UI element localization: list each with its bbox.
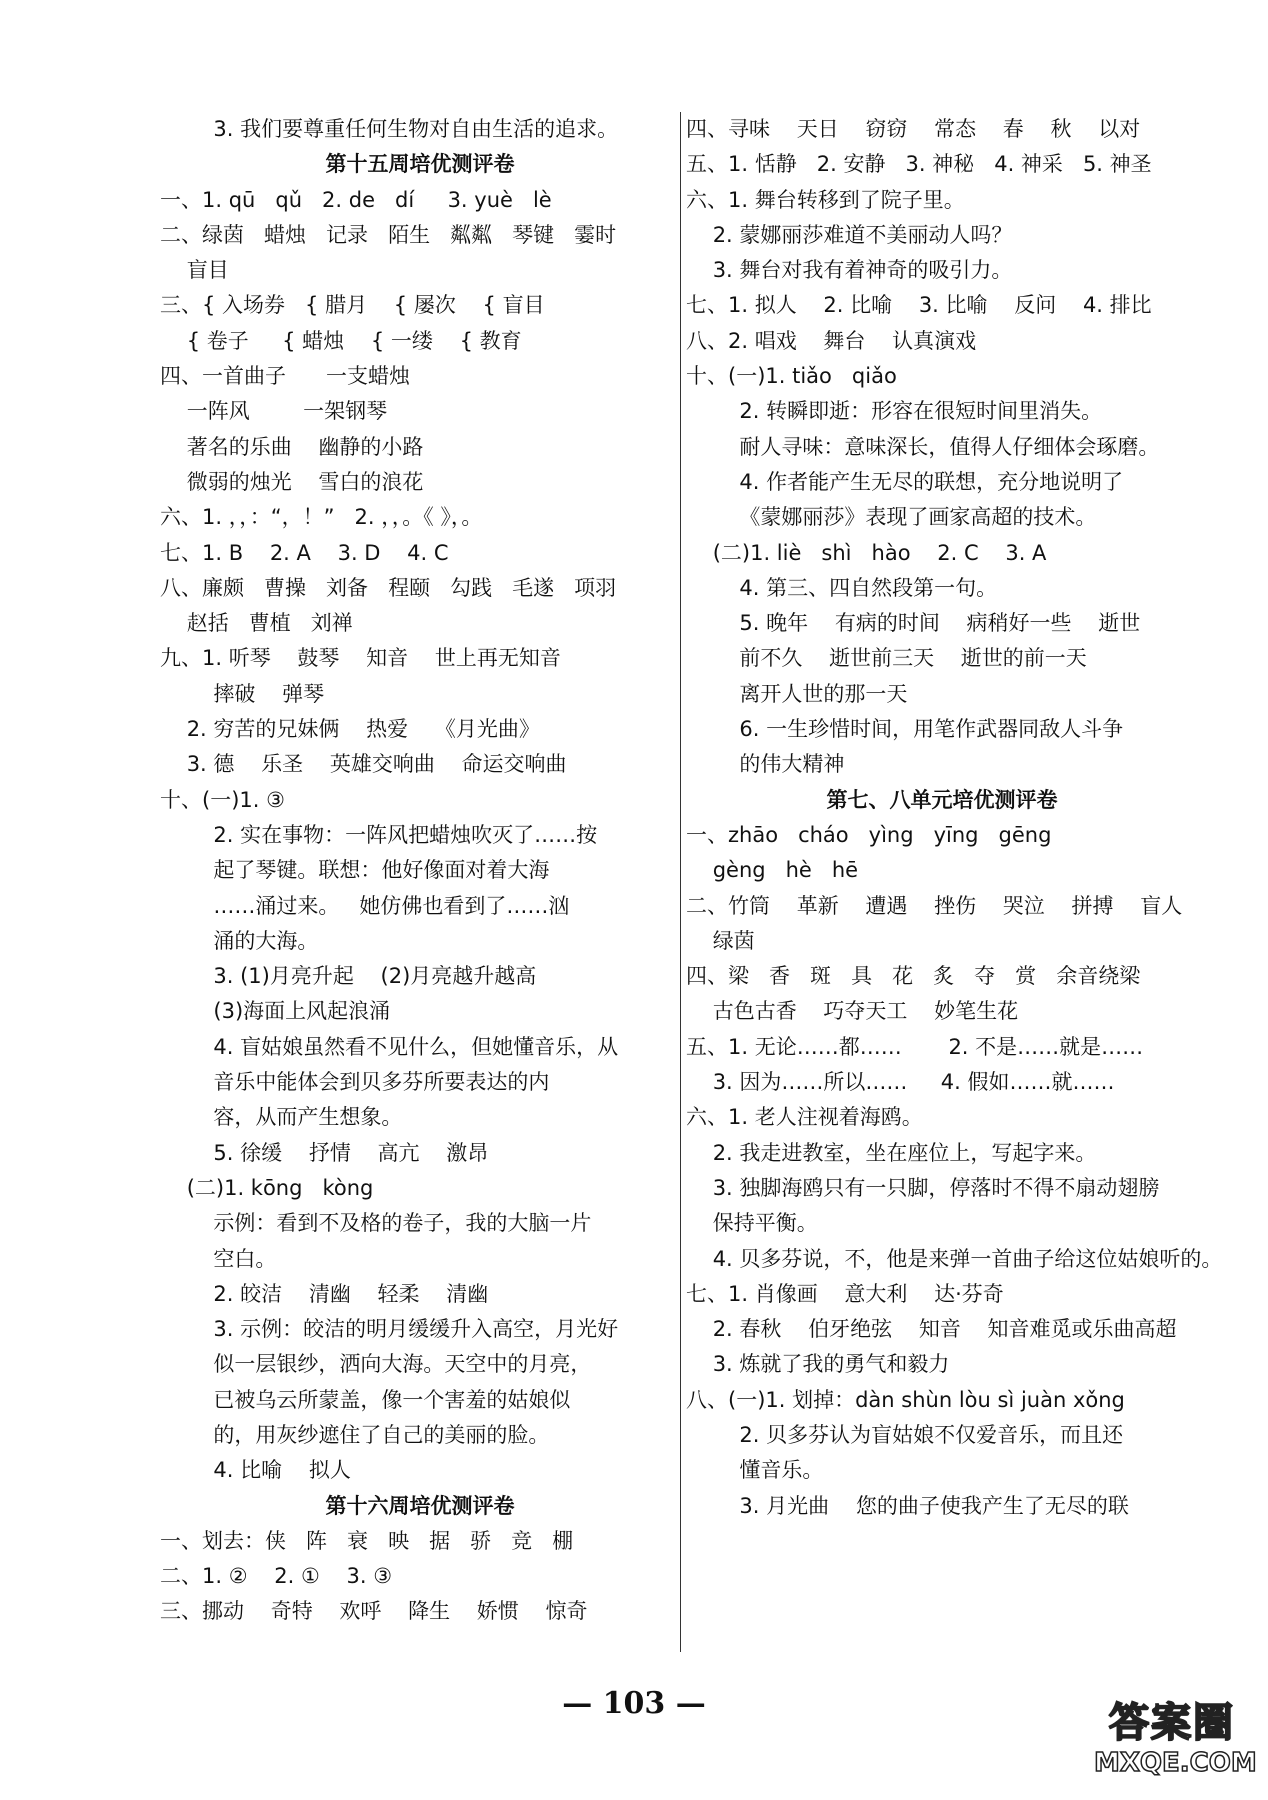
right-column-line: 3. 因为……所以…… 4. 假如……就…… [686, 1070, 1115, 1095]
right-column-line: 六、1. 舞台转移到了院子里。 [686, 187, 965, 212]
right-column-line: 2. 春秋 伯牙绝弦 知音 知音难觅或乐曲高超 [686, 1317, 1177, 1342]
section-title: 第十六周培优测评卷 [325, 1493, 515, 1518]
right-column-line: 懂音乐。 [686, 1458, 824, 1483]
left-column-line: 二、绿茵 蜡烛 记录 陌生 粼粼 琴键 霎时 [160, 222, 617, 247]
left-column-line: 七、1. B 2. A 3. D 4. C [160, 540, 449, 565]
watermark-title: 答案圈 [1109, 1700, 1235, 1746]
right-column-line: 3. 月光曲 您的曲子使我产生了无尽的联 [686, 1493, 1129, 1518]
right-column-line: 古色古香 巧夺天工 妙笔生花 [686, 999, 1019, 1024]
left-column-line: 3. (1)月亮升起 (2)月亮越升越高 [160, 964, 537, 989]
right-column-line: 五、1. 无论……都…… 2. 不是……就是…… [686, 1034, 1144, 1059]
right-column-line: 4. 贝多芬说，不，他是来弹一首曲子给这位姑娘听的。 [686, 1246, 1223, 1271]
right-column-line: 3. 炼就了我的勇气和毅力 [686, 1352, 950, 1377]
left-column-line: 4. 盲姑娘虽然看不见什么，但她懂音乐，从 [160, 1034, 619, 1059]
left-column-line: 一阵风 一架钢琴 [160, 399, 388, 424]
right-column-line: 2. 转瞬即逝：形容在很短时间里消失。 [686, 399, 1103, 424]
left-column-line: 2. 皎洁 清幽 轻柔 清幽 [160, 1281, 489, 1306]
right-column-line: 3. 舞台对我有着神奇的吸引力。 [686, 258, 1013, 283]
watermark-domain: MXQE.COM [1094, 1748, 1257, 1778]
left-column-line: 容，从而产生想象。 [160, 1105, 403, 1130]
left-column-line: 著名的乐曲 幽静的小路 [160, 434, 424, 459]
left-column-line: 似一层银纱，洒向大海。天空中的月亮， [160, 1352, 592, 1377]
left-column-line: 示例：看到不及格的卷子，我的大脑一片 [160, 1211, 592, 1236]
right-column-line: 七、1. 拟人 2. 比喻 3. 比喻 反问 4. 排比 [686, 293, 1152, 318]
right-column-line: 四、梁 香 斑 具 花 炙 夺 赏 余音绕梁 [686, 964, 1141, 989]
right-column-line: 2. 贝多芬认为盲姑娘不仅爱音乐，而且还 [686, 1422, 1124, 1447]
left-column-line: 微弱的烛光 雪白的浪花 [160, 469, 424, 494]
right-column-line: 八、2. 唱戏 舞台 认真演戏 [686, 328, 977, 353]
left-column-line: { 卷子 { 蜡烛 { 一缕 { 教育 [160, 328, 522, 353]
left-column-line: 空白。 [160, 1246, 277, 1271]
left-column-line: 4. 比喻 拟人 [160, 1458, 351, 1483]
right-column-line: 2. 我走进教室，坐在座位上，写起字来。 [686, 1140, 1097, 1165]
right-column-line: 十、(一)1. tiǎo qiǎo [686, 364, 897, 389]
right-column-line: gèng hè hē [686, 858, 859, 883]
left-column-line: (3)海面上风起浪涌 [160, 999, 391, 1024]
right-column-line: 4. 第三、四自然段第一句。 [686, 575, 998, 600]
left-column-line: 三、{ 入场券 { 腊月 { 屡次 { 盲目 [160, 293, 545, 318]
left-column-line: (二)1. kōng kòng [160, 1175, 374, 1200]
right-column-line: 6. 一生珍惜时间，用笔作武器同敌人斗争 [686, 717, 1124, 742]
left-column-line: 三、挪动 奇特 欢呼 降生 娇惯 惊奇 [160, 1599, 588, 1624]
left-column-line: 赵括 曹植 刘禅 [160, 611, 353, 636]
left-column-line: 盲目 [160, 258, 229, 283]
left-column-line: 六、1. ，，：“，！” 2. ，，。《 》，。 [160, 505, 483, 530]
right-column-line: 二、竹筒 革新 遭遇 挫伤 哭泣 拼搏 盲人 [686, 893, 1183, 918]
left-column-line: 3. 我们要尊重任何生物对自由生活的追求。 [160, 117, 619, 141]
left-column-line: 十、(一)1. ③ [160, 787, 285, 812]
right-column-line: 《蒙娜丽莎》表现了画家高超的技术。 [686, 505, 1097, 530]
right-column [686, 112, 1223, 1524]
watermark-logo [1094, 1698, 1257, 1786]
section-title: 第十五周培优测评卷 [325, 152, 515, 177]
right-column-line: 四、寻味 天日 窃窃 常态 春 秋 以对 [686, 117, 1141, 141]
left-column-line: 四、一首曲子 一支蜡烛 [160, 364, 411, 389]
left-column-line: 3. 示例：皎洁的明月缓缓升入高空，月光好 [160, 1317, 619, 1342]
right-column-line: 的伟大精神 [686, 752, 845, 777]
left-column-line: 5. 徐缓 抒情 高亢 激昂 [160, 1140, 489, 1165]
left-column-line: 2. 实在事物：一阵风把蜡烛吹灭了……按 [160, 822, 598, 847]
left-column-line: 3. 德 乐圣 英雄交响曲 命运交响曲 [160, 752, 567, 777]
left-column-line: 八、廉颇 曹操 刘备 程颐 勾践 毛遂 项羽 [160, 575, 617, 600]
column-divider [680, 112, 681, 1652]
section-title: 第七、八单元培优测评卷 [826, 787, 1058, 812]
right-column-line: 七、1. 肖像画 意大利 达·芬奇 [686, 1281, 1004, 1306]
right-column-line: 离开人世的那一天 [686, 681, 908, 706]
right-column-line: 2. 蒙娜丽莎难道不美丽动人吗？ [686, 222, 1013, 247]
left-column-line: 一、划去：侠 阵 衰 映 据 骄 竞 棚 [160, 1528, 574, 1553]
right-column-line: 五、1. 恬静 2. 安静 3. 神秘 4. 神采 5. 神圣 [686, 152, 1152, 177]
left-column [160, 112, 680, 1630]
left-column-line: 的，用灰纱遮住了自己的美丽的脸。 [160, 1422, 550, 1447]
left-column-line: 摔破 弹琴 [160, 681, 325, 706]
left-column-line: 音乐中能体会到贝多芬所要表达的内 [160, 1070, 550, 1095]
left-column-line: ……涌过来。 她仿佛也看到了……汹 [160, 893, 570, 918]
right-column-line: 保持平衡。 [686, 1211, 818, 1236]
right-column-line: 5. 晚年 有病的时间 病稍好一些 逝世 [686, 611, 1141, 636]
right-column-line: 六、1. 老人注视着海鸥。 [686, 1105, 923, 1130]
right-column-line: 4. 作者能产生无尽的联想，充分地说明了 [686, 469, 1124, 494]
left-column-line: 2. 穷苦的兄妹俩 热爱 《月光曲》 [160, 717, 540, 742]
left-column-line: 二、1. ② 2. ① 3. ③ [160, 1564, 393, 1589]
right-column-line: 前不久 逝世前三天 逝世的前一天 [686, 646, 1087, 671]
left-column-line: 起了琴键。联想：他好像面对着大海 [160, 858, 550, 883]
right-column-line: (二)1. liè shì hào 2. C 3. A [686, 540, 1047, 565]
right-column-line: 绿茵 [686, 928, 755, 953]
page-number: — 103 — [562, 1686, 706, 1721]
right-column-line: 一、zhāo cháo yìng yīng gēng [686, 822, 1052, 847]
right-column-line: 八、(一)1. 划掉：dàn shùn lòu sì juàn xǒng [686, 1387, 1125, 1412]
left-column-line: 一、1. qū qǔ 2. de dí 3. yuè lè [160, 187, 552, 212]
left-column-line: 已被乌云所蒙盖，像一个害羞的姑娘似 [160, 1387, 571, 1412]
left-column-line: 涌的大海。 [160, 928, 319, 953]
right-column-line: 3. 独脚海鸥只有一只脚，停落时不得不扇动翅膀 [686, 1175, 1160, 1200]
left-column-line: 九、1. 听琴 鼓琴 知音 世上再无知音 [160, 646, 561, 671]
right-column-line: 耐人寻味：意味深长，值得人仔细体会琢磨。 [686, 434, 1160, 459]
